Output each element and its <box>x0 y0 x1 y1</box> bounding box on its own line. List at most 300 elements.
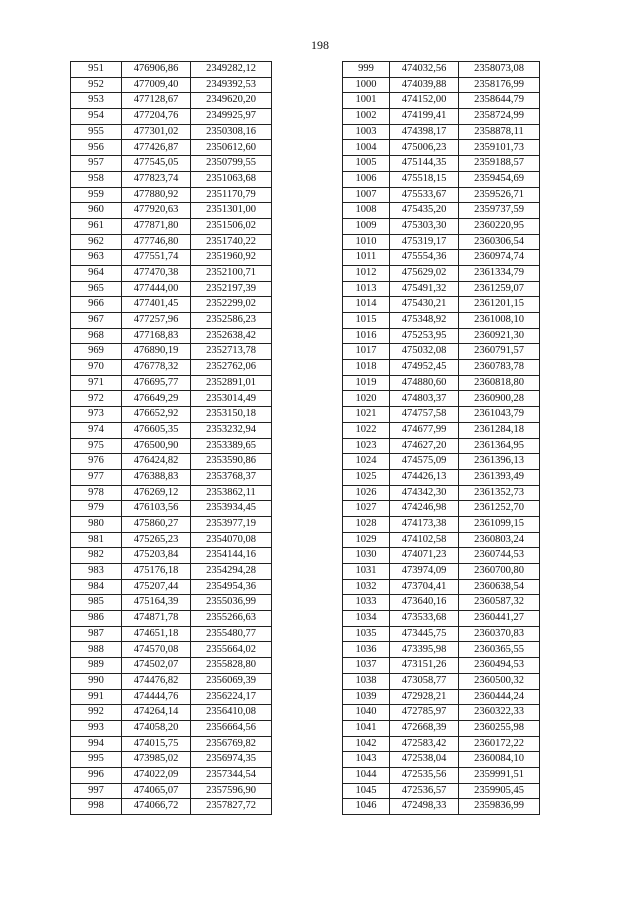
y-coordinate-cell: 2359836,99 <box>459 799 540 815</box>
table-row <box>71 626 272 642</box>
table-row <box>71 156 272 172</box>
x-coordinate-cell: 474651,18 <box>122 626 191 642</box>
point-number-cell: 975 <box>71 438 122 454</box>
x-coordinate-cell: 477168,83 <box>122 328 191 344</box>
table-row <box>343 485 540 501</box>
point-number-cell: 1016 <box>343 328 390 344</box>
y-coordinate-cell: 2356069,39 <box>191 673 272 689</box>
table-row <box>343 705 540 721</box>
point-number-cell: 1028 <box>343 516 390 532</box>
y-coordinate-cell: 2358878,11 <box>459 124 540 140</box>
point-number-cell: 958 <box>71 171 122 187</box>
x-coordinate-cell: 473704,41 <box>390 579 459 595</box>
x-coordinate-cell: 474880,60 <box>390 375 459 391</box>
point-number-cell: 976 <box>71 454 122 470</box>
y-coordinate-cell: 2356410,08 <box>191 705 272 721</box>
point-number-cell: 983 <box>71 564 122 580</box>
table-row <box>71 485 272 501</box>
table-row <box>343 564 540 580</box>
x-coordinate-cell: 474627,20 <box>390 438 459 454</box>
y-coordinate-cell: 2361352,73 <box>459 485 540 501</box>
x-coordinate-cell: 474071,23 <box>390 548 459 564</box>
y-coordinate-cell: 2350799,55 <box>191 156 272 172</box>
x-coordinate-cell: 475164,39 <box>122 595 191 611</box>
y-coordinate-cell: 2352586,23 <box>191 313 272 329</box>
coordinates-table-left <box>70 61 272 815</box>
table-row <box>343 799 540 815</box>
point-number-cell: 984 <box>71 579 122 595</box>
point-number-cell: 1030 <box>343 548 390 564</box>
x-coordinate-cell: 474066,72 <box>122 799 191 815</box>
point-number-cell: 1005 <box>343 156 390 172</box>
y-coordinate-cell: 2360500,32 <box>459 673 540 689</box>
x-coordinate-cell: 476652,92 <box>122 407 191 423</box>
point-number-cell: 964 <box>71 265 122 281</box>
point-number-cell: 989 <box>71 658 122 674</box>
x-coordinate-cell: 473640,16 <box>390 595 459 611</box>
table-row <box>71 736 272 752</box>
point-number-cell: 968 <box>71 328 122 344</box>
x-coordinate-cell: 477545,05 <box>122 156 191 172</box>
x-coordinate-cell: 472785,97 <box>390 705 459 721</box>
table-row <box>71 203 272 219</box>
point-number-cell: 1035 <box>343 626 390 642</box>
x-coordinate-cell: 477401,45 <box>122 297 191 313</box>
y-coordinate-cell: 2355036,99 <box>191 595 272 611</box>
y-coordinate-cell: 2349925,97 <box>191 109 272 125</box>
y-coordinate-cell: 2356769,82 <box>191 736 272 752</box>
y-coordinate-cell: 2360974,74 <box>459 250 540 266</box>
table-row <box>71 187 272 203</box>
table-row <box>343 234 540 250</box>
y-coordinate-cell: 2361201,15 <box>459 297 540 313</box>
y-coordinate-cell: 2361099,15 <box>459 516 540 532</box>
y-coordinate-cell: 2354144,16 <box>191 548 272 564</box>
y-coordinate-cell: 2360921,30 <box>459 328 540 344</box>
y-coordinate-cell: 2351063,68 <box>191 171 272 187</box>
x-coordinate-cell: 474342,30 <box>390 485 459 501</box>
y-coordinate-cell: 2361396,13 <box>459 454 540 470</box>
x-coordinate-cell: 477470,38 <box>122 265 191 281</box>
x-coordinate-cell: 474952,45 <box>390 360 459 376</box>
point-number-cell: 1032 <box>343 579 390 595</box>
y-coordinate-cell: 2360803,24 <box>459 532 540 548</box>
page-number: 198 <box>311 38 329 52</box>
y-coordinate-cell: 2352891,01 <box>191 375 272 391</box>
table-row <box>71 297 272 313</box>
table-row <box>343 281 540 297</box>
table-row <box>71 62 272 78</box>
x-coordinate-cell: 475303,30 <box>390 218 459 234</box>
y-coordinate-cell: 2352713,78 <box>191 344 272 360</box>
x-coordinate-cell: 473533,68 <box>390 611 459 627</box>
table-row <box>343 767 540 783</box>
y-coordinate-cell: 2359454,69 <box>459 171 540 187</box>
point-number-cell: 1021 <box>343 407 390 423</box>
table-row <box>71 140 272 156</box>
x-coordinate-cell: 474032,56 <box>390 62 459 78</box>
x-coordinate-cell: 477204,76 <box>122 109 191 125</box>
x-coordinate-cell: 472536,57 <box>390 783 459 799</box>
table-row <box>343 595 540 611</box>
x-coordinate-cell: 477871,80 <box>122 218 191 234</box>
x-coordinate-cell: 475253,95 <box>390 328 459 344</box>
x-coordinate-cell: 472668,39 <box>390 720 459 736</box>
y-coordinate-cell: 2360220,95 <box>459 218 540 234</box>
x-coordinate-cell: 475203,84 <box>122 548 191 564</box>
x-coordinate-cell: 473974,09 <box>390 564 459 580</box>
y-coordinate-cell: 2360365,55 <box>459 642 540 658</box>
y-coordinate-cell: 2360783,78 <box>459 360 540 376</box>
table-row <box>71 767 272 783</box>
point-number-cell: 977 <box>71 469 122 485</box>
table-row <box>71 501 272 517</box>
point-number-cell: 998 <box>71 799 122 815</box>
x-coordinate-cell: 476778,32 <box>122 360 191 376</box>
x-coordinate-cell: 476500,90 <box>122 438 191 454</box>
table-row <box>343 611 540 627</box>
table-row <box>71 689 272 705</box>
point-number-cell: 951 <box>71 62 122 78</box>
point-number-cell: 1009 <box>343 218 390 234</box>
table-row <box>343 516 540 532</box>
point-number-cell: 986 <box>71 611 122 627</box>
table-row <box>71 673 272 689</box>
table-row <box>71 454 272 470</box>
table-row <box>71 469 272 485</box>
table-row <box>343 454 540 470</box>
y-coordinate-cell: 2353862,11 <box>191 485 272 501</box>
point-number-cell: 1015 <box>343 313 390 329</box>
table-row <box>71 642 272 658</box>
y-coordinate-cell: 2354294,28 <box>191 564 272 580</box>
table-row <box>71 360 272 376</box>
table-row <box>71 799 272 815</box>
point-number-cell: 1010 <box>343 234 390 250</box>
y-coordinate-cell: 2360900,28 <box>459 391 540 407</box>
y-coordinate-cell: 2353232,94 <box>191 422 272 438</box>
x-coordinate-cell: 474426,13 <box>390 469 459 485</box>
x-coordinate-cell: 472928,21 <box>390 689 459 705</box>
table-row <box>343 422 540 438</box>
x-coordinate-cell: 475629,02 <box>390 265 459 281</box>
table-row <box>343 156 540 172</box>
point-number-cell: 953 <box>71 93 122 109</box>
table-row <box>71 109 272 125</box>
point-number-cell: 971 <box>71 375 122 391</box>
table-row <box>343 579 540 595</box>
table-row <box>343 720 540 736</box>
point-number-cell: 994 <box>71 736 122 752</box>
x-coordinate-cell: 476605,35 <box>122 422 191 438</box>
x-coordinate-cell: 475319,17 <box>390 234 459 250</box>
point-number-cell: 1043 <box>343 752 390 768</box>
x-coordinate-cell: 475032,08 <box>390 344 459 360</box>
y-coordinate-cell: 2361008,10 <box>459 313 540 329</box>
x-coordinate-cell: 474677,99 <box>390 422 459 438</box>
point-number-cell: 988 <box>71 642 122 658</box>
point-number-cell: 1025 <box>343 469 390 485</box>
point-number-cell: 1011 <box>343 250 390 266</box>
y-coordinate-cell: 2355828,80 <box>191 658 272 674</box>
point-number-cell: 990 <box>71 673 122 689</box>
x-coordinate-cell: 472535,56 <box>390 767 459 783</box>
point-number-cell: 987 <box>71 626 122 642</box>
x-coordinate-cell: 474575,09 <box>390 454 459 470</box>
point-number-cell: 1000 <box>343 77 390 93</box>
x-coordinate-cell: 473151,26 <box>390 658 459 674</box>
coordinates-table-right <box>342 61 540 815</box>
point-number-cell: 1012 <box>343 265 390 281</box>
y-coordinate-cell: 2353977,19 <box>191 516 272 532</box>
y-coordinate-cell: 2360444,24 <box>459 689 540 705</box>
point-number-cell: 978 <box>71 485 122 501</box>
table-row <box>71 234 272 250</box>
point-number-cell: 965 <box>71 281 122 297</box>
y-coordinate-cell: 2360494,53 <box>459 658 540 674</box>
y-coordinate-cell: 2355266,63 <box>191 611 272 627</box>
point-number-cell: 970 <box>71 360 122 376</box>
y-coordinate-cell: 2357827,72 <box>191 799 272 815</box>
point-number-cell: 959 <box>71 187 122 203</box>
y-coordinate-cell: 2353389,65 <box>191 438 272 454</box>
x-coordinate-cell: 475348,92 <box>390 313 459 329</box>
x-coordinate-cell: 477746,80 <box>122 234 191 250</box>
y-coordinate-cell: 2359905,45 <box>459 783 540 799</box>
x-coordinate-cell: 475491,32 <box>390 281 459 297</box>
y-coordinate-cell: 2350308,16 <box>191 124 272 140</box>
y-coordinate-cell: 2352100,71 <box>191 265 272 281</box>
y-coordinate-cell: 2354070,08 <box>191 532 272 548</box>
y-coordinate-cell: 2352299,02 <box>191 297 272 313</box>
table-row <box>343 407 540 423</box>
table-row <box>71 344 272 360</box>
point-number-cell: 966 <box>71 297 122 313</box>
y-coordinate-cell: 2359526,71 <box>459 187 540 203</box>
table-row <box>71 250 272 266</box>
x-coordinate-cell: 472538,04 <box>390 752 459 768</box>
point-number-cell: 995 <box>71 752 122 768</box>
y-coordinate-cell: 2353014,49 <box>191 391 272 407</box>
table-row <box>71 658 272 674</box>
table-row <box>343 783 540 799</box>
point-number-cell: 1031 <box>343 564 390 580</box>
x-coordinate-cell: 477880,92 <box>122 187 191 203</box>
table-row <box>71 328 272 344</box>
point-number-cell: 1008 <box>343 203 390 219</box>
point-number-cell: 1017 <box>343 344 390 360</box>
y-coordinate-cell: 2360084,10 <box>459 752 540 768</box>
point-number-cell: 962 <box>71 234 122 250</box>
table-row <box>71 548 272 564</box>
x-coordinate-cell: 477426,87 <box>122 140 191 156</box>
table-row <box>71 783 272 799</box>
x-coordinate-cell: 474803,37 <box>390 391 459 407</box>
table-row <box>343 752 540 768</box>
point-number-cell: 1029 <box>343 532 390 548</box>
point-number-cell: 1004 <box>343 140 390 156</box>
table-row <box>343 501 540 517</box>
x-coordinate-cell: 475176,18 <box>122 564 191 580</box>
point-number-cell: 979 <box>71 501 122 517</box>
table-row <box>71 93 272 109</box>
y-coordinate-cell: 2360638,54 <box>459 579 540 595</box>
y-coordinate-cell: 2358176,99 <box>459 77 540 93</box>
table-body-right <box>343 62 540 815</box>
y-coordinate-cell: 2351301,00 <box>191 203 272 219</box>
table-row <box>343 124 540 140</box>
table-row <box>343 532 540 548</box>
x-coordinate-cell: 475533,67 <box>390 187 459 203</box>
x-coordinate-cell: 475207,44 <box>122 579 191 595</box>
y-coordinate-cell: 2352638,42 <box>191 328 272 344</box>
table-row <box>343 438 540 454</box>
x-coordinate-cell: 474015,75 <box>122 736 191 752</box>
point-number-cell: 956 <box>71 140 122 156</box>
x-coordinate-cell: 477257,96 <box>122 313 191 329</box>
x-coordinate-cell: 474570,08 <box>122 642 191 658</box>
y-coordinate-cell: 2358644,79 <box>459 93 540 109</box>
y-coordinate-cell: 2351740,22 <box>191 234 272 250</box>
x-coordinate-cell: 473395,98 <box>390 642 459 658</box>
table-row <box>71 391 272 407</box>
y-coordinate-cell: 2351170,79 <box>191 187 272 203</box>
x-coordinate-cell: 474757,58 <box>390 407 459 423</box>
point-number-cell: 1033 <box>343 595 390 611</box>
point-number-cell: 997 <box>71 783 122 799</box>
x-coordinate-cell: 472583,42 <box>390 736 459 752</box>
point-number-cell: 955 <box>71 124 122 140</box>
y-coordinate-cell: 2360441,27 <box>459 611 540 627</box>
table-row <box>71 532 272 548</box>
table-row <box>343 77 540 93</box>
point-number-cell: 954 <box>71 109 122 125</box>
point-number-cell: 1019 <box>343 375 390 391</box>
point-number-cell: 974 <box>71 422 122 438</box>
table-body-left <box>71 62 272 815</box>
point-number-cell: 963 <box>71 250 122 266</box>
table-row <box>71 375 272 391</box>
table-row <box>71 705 272 721</box>
y-coordinate-cell: 2355480,77 <box>191 626 272 642</box>
y-coordinate-cell: 2361259,07 <box>459 281 540 297</box>
x-coordinate-cell: 474173,38 <box>390 516 459 532</box>
table-row <box>71 611 272 627</box>
point-number-cell: 1038 <box>343 673 390 689</box>
table-row <box>71 281 272 297</box>
x-coordinate-cell: 474444,76 <box>122 689 191 705</box>
table-row <box>343 218 540 234</box>
y-coordinate-cell: 2351506,02 <box>191 218 272 234</box>
table-row <box>343 187 540 203</box>
point-number-cell: 1020 <box>343 391 390 407</box>
table-row <box>71 720 272 736</box>
y-coordinate-cell: 2359101,73 <box>459 140 540 156</box>
point-number-cell: 1018 <box>343 360 390 376</box>
point-number-cell: 1039 <box>343 689 390 705</box>
y-coordinate-cell: 2360700,80 <box>459 564 540 580</box>
table-row <box>343 391 540 407</box>
y-coordinate-cell: 2353590,86 <box>191 454 272 470</box>
y-coordinate-cell: 2353150,18 <box>191 407 272 423</box>
x-coordinate-cell: 474065,07 <box>122 783 191 799</box>
y-coordinate-cell: 2361284,18 <box>459 422 540 438</box>
x-coordinate-cell: 475265,23 <box>122 532 191 548</box>
x-coordinate-cell: 473445,75 <box>390 626 459 642</box>
point-number-cell: 973 <box>71 407 122 423</box>
x-coordinate-cell: 475518,15 <box>390 171 459 187</box>
point-number-cell: 1007 <box>343 187 390 203</box>
point-number-cell: 969 <box>71 344 122 360</box>
x-coordinate-cell: 474246,98 <box>390 501 459 517</box>
table-row <box>343 203 540 219</box>
x-coordinate-cell: 477128,67 <box>122 93 191 109</box>
x-coordinate-cell: 472498,33 <box>390 799 459 815</box>
point-number-cell: 972 <box>71 391 122 407</box>
table-row <box>343 297 540 313</box>
table-row <box>343 673 540 689</box>
x-coordinate-cell: 474102,58 <box>390 532 459 548</box>
table-row <box>71 124 272 140</box>
point-number-cell: 1013 <box>343 281 390 297</box>
y-coordinate-cell: 2361252,70 <box>459 501 540 517</box>
x-coordinate-cell: 476649,29 <box>122 391 191 407</box>
point-number-cell: 1036 <box>343 642 390 658</box>
y-coordinate-cell: 2356974,35 <box>191 752 272 768</box>
table-row <box>71 407 272 423</box>
x-coordinate-cell: 475860,27 <box>122 516 191 532</box>
table-row <box>343 658 540 674</box>
y-coordinate-cell: 2358724,99 <box>459 109 540 125</box>
table-row <box>71 218 272 234</box>
point-number-cell: 1024 <box>343 454 390 470</box>
y-coordinate-cell: 2360587,32 <box>459 595 540 611</box>
point-number-cell: 991 <box>71 689 122 705</box>
y-coordinate-cell: 2349620,20 <box>191 93 272 109</box>
x-coordinate-cell: 474039,88 <box>390 77 459 93</box>
point-number-cell: 1002 <box>343 109 390 125</box>
x-coordinate-cell: 477301,02 <box>122 124 191 140</box>
point-number-cell: 1014 <box>343 297 390 313</box>
y-coordinate-cell: 2360172,22 <box>459 736 540 752</box>
x-coordinate-cell: 474502,07 <box>122 658 191 674</box>
y-coordinate-cell: 2361043,79 <box>459 407 540 423</box>
point-number-cell: 1027 <box>343 501 390 517</box>
y-coordinate-cell: 2358073,08 <box>459 62 540 78</box>
table-row <box>343 62 540 78</box>
x-coordinate-cell: 474199,41 <box>390 109 459 125</box>
y-coordinate-cell: 2353934,45 <box>191 501 272 517</box>
point-number-cell: 993 <box>71 720 122 736</box>
y-coordinate-cell: 2349392,53 <box>191 77 272 93</box>
y-coordinate-cell: 2360322,33 <box>459 705 540 721</box>
x-coordinate-cell: 476906,86 <box>122 62 191 78</box>
x-coordinate-cell: 474022,09 <box>122 767 191 783</box>
x-coordinate-cell: 475430,21 <box>390 297 459 313</box>
y-coordinate-cell: 2352762,06 <box>191 360 272 376</box>
table-row <box>343 328 540 344</box>
point-number-cell: 1026 <box>343 485 390 501</box>
point-number-cell: 999 <box>343 62 390 78</box>
x-coordinate-cell: 477009,40 <box>122 77 191 93</box>
table-row <box>71 752 272 768</box>
point-number-cell: 1034 <box>343 611 390 627</box>
y-coordinate-cell: 2361364,95 <box>459 438 540 454</box>
y-coordinate-cell: 2360255,98 <box>459 720 540 736</box>
y-coordinate-cell: 2355664,02 <box>191 642 272 658</box>
x-coordinate-cell: 477551,74 <box>122 250 191 266</box>
point-number-cell: 981 <box>71 532 122 548</box>
